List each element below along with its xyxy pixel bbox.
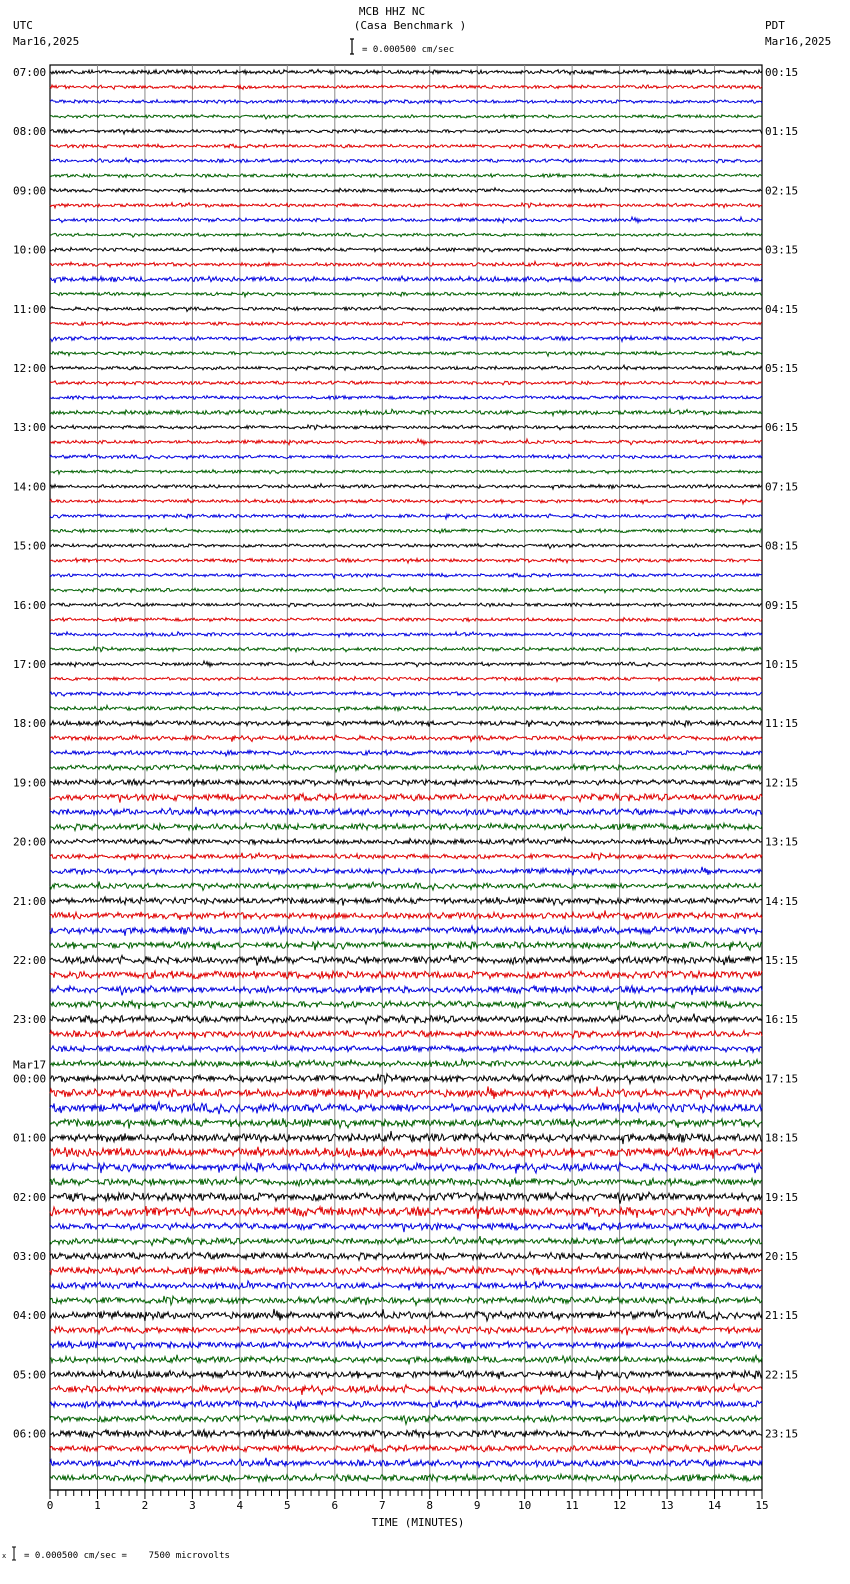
seismic-trace [50,647,762,652]
pdt-hour-label: 18:15 [765,1131,799,1145]
seismic-trace [50,721,762,727]
seismic-trace [50,573,762,578]
seismic-trace [50,1296,762,1305]
seismic-trace [50,1458,762,1469]
seismic-trace [50,1326,762,1336]
utc-hour-label: 07:00 [13,66,47,79]
seismic-trace [50,409,762,415]
seismic-trace [50,1074,762,1084]
seismic-trace [50,838,762,845]
seismic-trace [50,910,762,920]
x-tick-label: 14 [707,1499,722,1512]
utc-hour-label: 13:00 [13,421,47,435]
utc-hour-label: 08:00 [13,125,47,139]
left-timezone: UTC [13,19,33,32]
seismic-trace [50,514,762,519]
utc-hour-label: 22:00 [13,954,47,967]
seismic-trace [50,439,762,445]
pdt-hour-label: 13:15 [765,835,799,849]
chart-title: MCB HHZ NC [358,5,426,18]
seismic-trace [50,735,762,742]
seismic-trace [50,897,762,906]
pdt-hour-label: 00:15 [765,66,799,79]
pdt-hour-label: 15:15 [765,954,799,967]
utc-hour-label: 14:00 [13,480,47,494]
utc-hour-label: 21:00 [13,894,47,908]
pdt-hour-label: 01:15 [765,125,799,139]
seismic-trace [50,1430,762,1439]
seismic-trace [50,247,762,252]
x-tick-label: 6 [331,1499,339,1512]
left-date: Mar16,2025 [13,35,80,48]
utc-hour-label: 11:00 [13,302,47,316]
seismic-trace [50,1102,762,1114]
seismic-trace [50,158,762,164]
seismic-trace [50,1252,762,1260]
seismic-trace [50,1401,762,1409]
x-tick-label: 10 [518,1499,532,1512]
x-tick-label: 3 [189,1499,196,1512]
seismic-trace [50,1131,762,1144]
seismic-trace [50,1341,762,1349]
station-name: (Casa Benchmark ) [353,19,467,32]
seismic-trace [50,779,762,787]
utc-hour-label: 18:00 [13,717,47,731]
seismic-trace [50,1001,762,1010]
pdt-hour-label: 06:15 [765,421,799,435]
seismic-trace [50,470,762,474]
utc-hour-label: 03:00 [13,1250,47,1263]
pdt-hour-label: 14:15 [765,894,799,908]
pdt-hour-label: 05:15 [765,362,799,375]
x-tick-label: 11 [565,1499,579,1512]
seismic-trace [50,1445,762,1454]
pdt-hour-label: 10:15 [765,658,799,671]
seismic-trace [50,1118,762,1128]
seismic-trace [50,603,762,607]
utc-hour-label: 01:00 [13,1131,47,1145]
utc-hour-label: 23:00 [13,1013,47,1027]
x-tick-label: 0 [46,1499,54,1512]
seismic-trace [50,1266,762,1275]
seismic-trace [50,499,762,504]
utc-hour-label: 09:00 [13,184,47,198]
pdt-hour-label: 02:15 [765,184,799,198]
pdt-hour-label: 22:15 [765,1368,799,1382]
seismic-trace [50,100,762,104]
seismic-trace [50,144,762,148]
pdt-hour-label: 17:15 [765,1072,799,1086]
seismic-trace [50,1309,762,1321]
seismic-trace [50,1223,762,1232]
scale-bar-icon [350,39,354,54]
seismic-trace [50,691,762,696]
x-tick-label: 12 [612,1499,627,1512]
seismic-trace [50,867,762,876]
seismic-trace [50,705,762,711]
right-timezone: PDT [765,19,785,32]
utc-hour-label: 06:00 [13,1427,47,1441]
utc-hour-label: 04:00 [13,1309,47,1323]
seismic-trace [50,853,762,861]
seismic-trace [50,926,762,936]
seismic-trace [50,544,762,549]
seismic-trace [50,765,762,772]
x-tick-label: 9 [473,1499,481,1512]
seismic-trace [50,794,762,803]
footer-scale-prefix: x [2,1552,7,1560]
seismic-trace [50,425,762,430]
pdt-hour-label: 11:15 [765,717,799,731]
seismic-trace [50,1177,762,1187]
seismic-trace [50,365,762,370]
seismic-trace [50,1281,762,1291]
seismic-trace [50,261,762,267]
seismic-trace [50,1059,762,1068]
seismic-trace [50,1371,762,1380]
seismic-trace [50,985,762,995]
seismic-trace [50,115,762,120]
pdt-hour-label: 12:15 [765,776,799,790]
seismic-trace [50,381,762,386]
utc-hour-label: 02:00 [13,1190,47,1204]
seismic-trace [50,1030,762,1039]
seismic-trace [50,1192,762,1204]
seismic-trace [50,129,762,134]
pdt-hour-label: 19:15 [765,1190,799,1204]
seismic-trace [50,306,762,311]
seismic-trace [50,85,762,89]
pdt-hour-label: 16:15 [765,1013,799,1027]
seismic-trace [50,203,762,208]
date-change-label: Mar17 [13,1058,47,1072]
seismic-trace [50,618,762,622]
x-tick-label: 8 [426,1499,434,1512]
utc-hour-label: 00:00 [13,1072,47,1086]
utc-hour-label: 05:00 [13,1368,47,1382]
seismic-trace [50,1474,762,1482]
seismic-trace [50,217,762,223]
pdt-hour-label: 08:15 [765,539,799,553]
x-tick-label: 15 [755,1499,769,1512]
seismic-trace [50,807,762,817]
footer-scale-text: = 0.000500 cm/sec = 7500 microvolts [24,1551,230,1561]
seismic-trace [50,351,762,356]
footer-scale-bar-icon [12,1547,16,1560]
utc-hour-label: 15:00 [13,539,47,553]
seismic-trace [50,1162,762,1173]
seismic-trace [50,750,762,756]
seismic-trace [50,955,762,966]
seismic-trace [50,632,762,637]
seismic-trace [50,528,762,533]
seismic-trace [50,396,762,400]
seismic-trace [50,1086,762,1099]
x-tick-label: 5 [284,1499,291,1512]
pdt-hour-label: 20:15 [765,1250,799,1263]
scale-text: = 0.000500 cm/sec [362,45,455,55]
seismic-trace [50,971,762,979]
utc-hour-label: 19:00 [13,776,47,790]
seismic-trace [50,322,762,326]
pdt-hour-label: 23:15 [765,1427,799,1441]
pdt-hour-label: 07:15 [765,480,799,494]
seismic-trace [50,454,762,459]
x-tick-label: 1 [94,1499,101,1512]
utc-hour-label: 10:00 [13,243,47,257]
seismic-trace [50,292,762,297]
pdt-hour-label: 21:15 [765,1309,799,1323]
x-tick-label: 4 [236,1499,244,1512]
seismic-trace [50,1206,762,1219]
utc-hour-label: 20:00 [13,835,47,849]
pdt-hour-label: 04:15 [765,302,799,316]
pdt-hour-label: 09:15 [765,598,799,612]
seismic-trace [50,1014,762,1024]
seismic-trace [50,558,762,563]
x-tick-label: 2 [141,1499,149,1512]
seismic-trace [50,942,762,951]
x-axis-label: TIME (MINUTES) [371,1516,465,1529]
seismic-trace [50,1385,762,1395]
seismic-trace [50,1147,762,1159]
seismic-trace [50,1355,762,1365]
right-date: Mar16,2025 [765,35,832,48]
seismic-trace [50,661,762,667]
x-tick-label: 7 [378,1499,386,1512]
seismic-trace [50,1415,762,1425]
seismic-trace [50,823,762,830]
utc-hour-label: 17:00 [13,658,47,671]
seismic-trace [50,1236,762,1246]
seismic-trace [50,587,762,593]
seismic-trace [50,1046,762,1053]
pdt-hour-label: 03:15 [765,243,799,257]
seismic-trace [50,484,762,489]
seismic-trace [50,174,762,178]
seismic-trace [50,69,762,74]
utc-hour-label: 16:00 [13,598,47,612]
utc-hour-label: 12:00 [13,362,47,375]
seismic-trace [50,336,762,342]
seismic-trace [50,188,762,193]
x-tick-label: 13 [660,1499,674,1512]
seismic-trace [50,881,762,890]
seismic-trace [50,233,762,238]
seismic-trace [50,276,762,283]
seismic-trace [50,677,762,682]
